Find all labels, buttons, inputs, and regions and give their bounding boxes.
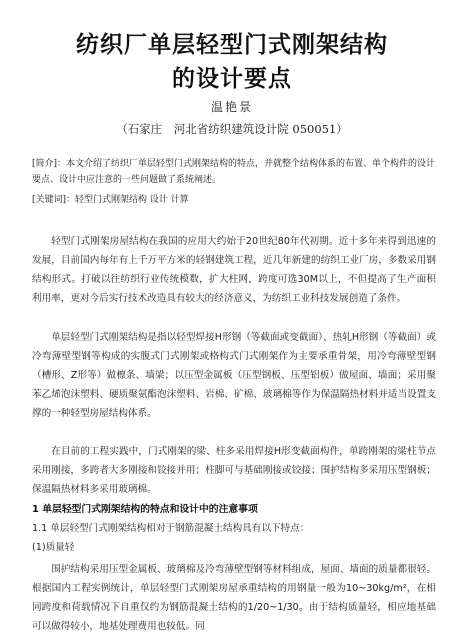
paper-title-line-1: 纺织厂单层轻型门式刚架结构 <box>76 32 388 58</box>
abstract-label: [简介]： <box>32 159 67 169</box>
abstract-text: 本文介绍了纺织厂单层轻型门式刚架结构的特点，并就整个结构体系的布置、单个构件的设计要点、设计中应注意的一些问题做了系统阐述。 <box>32 159 436 185</box>
author-affiliation: （石家庄 河北省纺织建筑设计院 050051） <box>116 122 348 136</box>
abstract <box>32 156 436 188</box>
section-heading-1: 1 单层轻型门式刚架结构的特点和设计中的注意事项 <box>32 504 258 515</box>
keywords-text: 轻型门式刚架结构 设计 计算 <box>75 195 189 205</box>
body-paragraph-1: 轻型门式刚架房屋结构在我国的应用大约始于20世纪80年代初期。近十多年来得到迅速的发展，目前国内每年有上千万平方米的轻钢建筑工程，近几年新建的纺织工业厂房，多数采用钢结构形式。打破以往纺织行业传统模数，扩大柱网，跨度可选30M以上，不但提高了生产面积利用率，更对今后实行技术改造具有较大的经济意义，为纺织工业科技发展创造了条件。 <box>32 236 436 304</box>
list-item-1: (1)质量轻 <box>32 542 75 553</box>
body-paragraph-2: 单层轻型门式刚架结构是指以轻型焊接H形钢（等截面或变截面）、热轧H形钢（等截面）或冷弯薄壁型钢等构成的实腹式门式刚架或格构式门式刚架作为主要承重骨架，用冷弯薄壁型钢（槽形、Z形等）做檩条、墙梁；以压型金属板（压型钢板、压型铝板）做屋面、墙面；采用聚苯乙烯泡沫塑料、硬质聚氨酯泡沫塑料、岩棉、矿棉、玻璃棉等作为保温隔热材料并适当设置支撑的一种轻型房屋结构体系。 <box>32 332 436 419</box>
keywords <box>32 192 436 208</box>
paper-title-line-2: 的设计要点 <box>172 66 292 92</box>
subsection-heading-1-1: 1.1 单层轻型门式刚架结构相对于钢筋混凝土结构具有以下特点： <box>32 523 310 534</box>
body-paragraph-3: 在目前的工程实践中，门式刚架的梁、柱多采用焊接H形变截面构件，单跨刚架的梁柱节点采用刚接，多跨者大多刚接和铰接并用；柱脚可与基础刚接或铰接；围护结构多采用压型钢板；保温隔热材料多采用玻璃棉。 <box>32 446 436 495</box>
keywords-label: [关键词]： <box>32 195 76 205</box>
author-name: 温艳景 <box>210 100 253 114</box>
body-paragraph-4: 围护结构采用压型金属板、玻璃棉及冷弯薄壁型钢等材料组成，屋面、墙面的质量都很轻。根据国内工程实例统计，单层轻型门式刚架房屋承重结构的用钢量一般为10~30kg/m²，在相同跨度和荷载情况下自重仅约为钢筋混凝土结构的1/20~1/30。由于结构质量轻，相应地基础可以做得较小，地基处理费用也较低。同 <box>32 564 436 632</box>
